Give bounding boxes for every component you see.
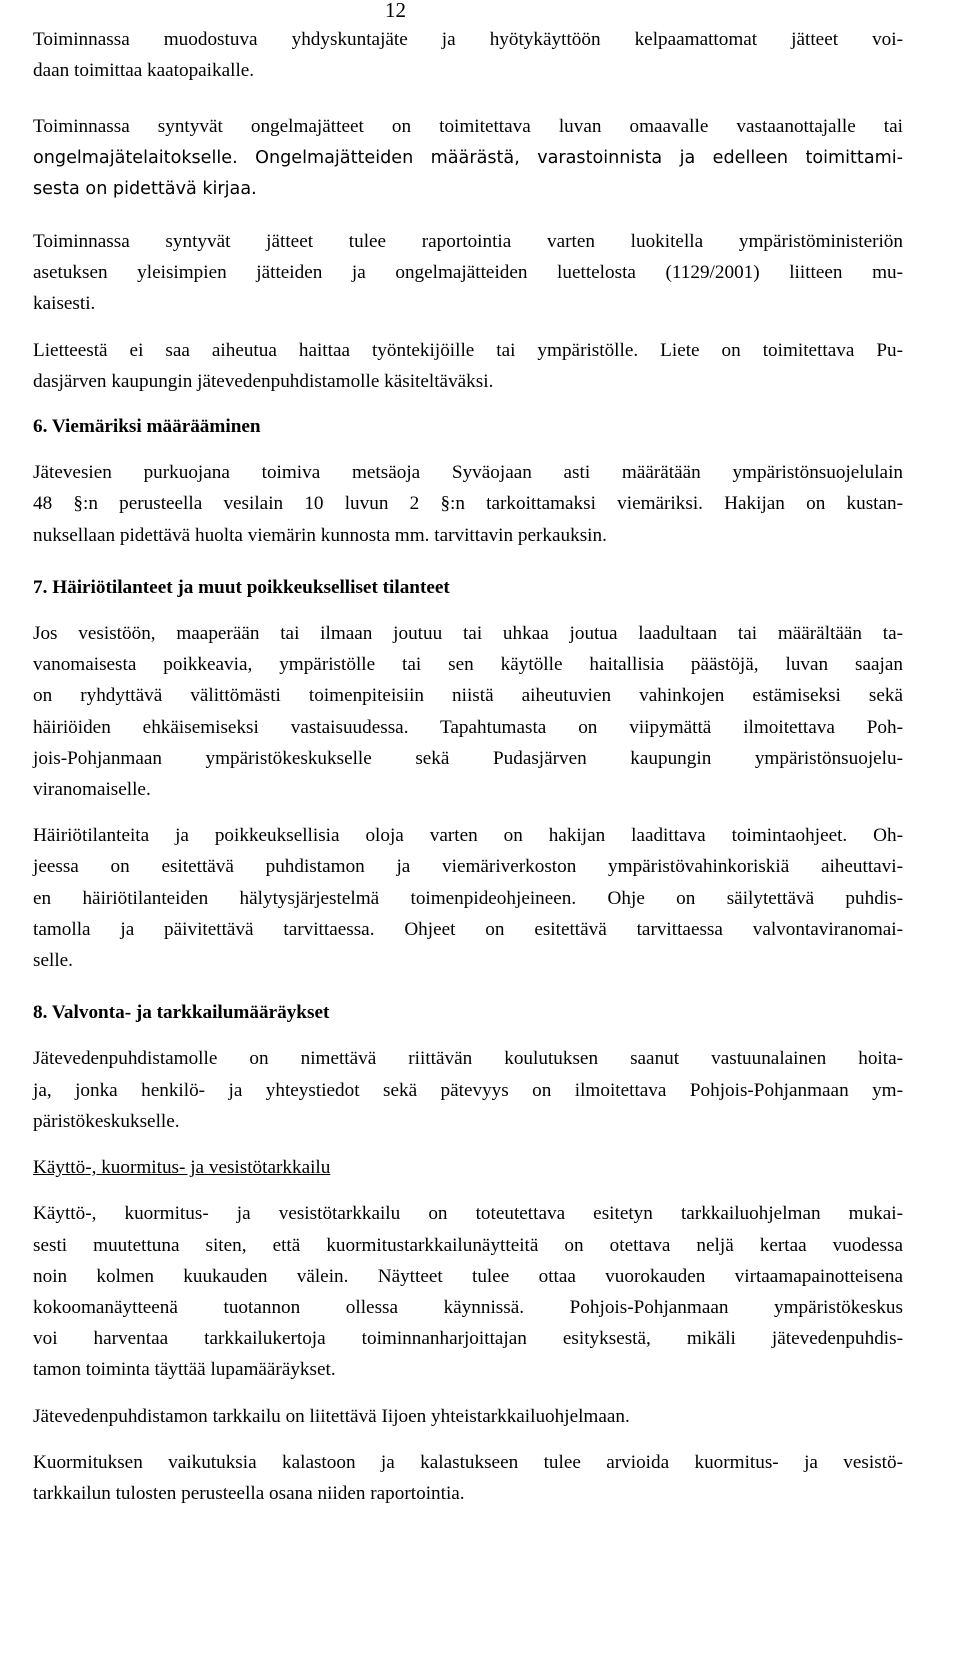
text-line: Toiminnassa syntyvät ongelmajätteet on toimitettava luvan omaavalle vastaanottajalle tai bbox=[33, 116, 903, 138]
text-line: Kuormituksen vaikutuksia kalastoon ja kalastukseen tulee arvioida kuormitus- ja vesistö- bbox=[33, 1451, 903, 1473]
text-line: kaisesti. bbox=[33, 293, 96, 315]
text-line: daan toimittaa kaatopaikalle. bbox=[33, 60, 255, 82]
paragraph-waste-classification bbox=[33, 226, 903, 320]
section-6-paragraph bbox=[33, 457, 903, 551]
text-line: en häiriötilanteiden hälytysjärjestelmä toimenpideohjeineen. Ohje on säilytettävä puhdis- bbox=[33, 887, 903, 909]
page-number: 12 bbox=[385, 0, 406, 22]
section-6-heading: 6. Viemäriksi määrääminen bbox=[33, 416, 261, 438]
section-7-paragraph-2 bbox=[33, 820, 903, 976]
document-body bbox=[33, 24, 903, 1509]
text-line: kokoomanäytteenä tuotannon ollessa käynnissä. Pohjois-Pohjanmaan ympäristökeskus bbox=[33, 1296, 903, 1318]
section-8-heading: 8. Valvonta- ja tarkkailumääräykset bbox=[33, 1002, 330, 1024]
text-line: Jätevedenpuhdistamon tarkkailu on liitettävä Iijoen yhteistarkkailuohjelmaan. bbox=[33, 1405, 630, 1427]
text-line: ongelmajätelaitokselle. Ongelmajätteiden määrästä, varastoinnista ja edelleen toimittami- bbox=[33, 147, 903, 168]
text-line: asetuksen yleisimpien jätteiden ja ongelmajätteiden luettelosta (1129/2001) liitteen mu- bbox=[33, 262, 903, 284]
text-line: dasjärven kaupungin jätevedenpuhdistamolle käsiteltäväksi. bbox=[33, 370, 494, 392]
paragraph-hazardous-waste bbox=[33, 111, 903, 205]
text-line: noin kolmen kuukauden välein. Näytteet tulee ottaa vuorokauden virtaamapainotteisena bbox=[33, 1265, 903, 1287]
text-line: jeessa on esitettävä puhdistamon ja viemäriverkoston ympäristövahinkoriskiä aiheuttavi- bbox=[33, 856, 903, 878]
text-line: tarkkailun tulosten perusteella osana niiden raportointia. bbox=[33, 1482, 465, 1504]
text-line: Häiriötilanteita ja poikkeuksellisia oloja varten on hakijan laadittava toimintaohjeet. Oh- bbox=[33, 825, 903, 847]
section-7-paragraph-1 bbox=[33, 618, 903, 805]
section-8-paragraph bbox=[33, 1043, 903, 1137]
text-line: Jätevesien purkuojana toimiva metsäoja Syväojaan asti määrätään ympäristönsuojelulain bbox=[33, 462, 903, 484]
monitoring-paragraph-3 bbox=[33, 1447, 903, 1509]
text-line: nuksellaan pidettävä huolta viemärin kunnosta mm. tarvittavin perkauksin. bbox=[33, 524, 607, 546]
text-line: tamon toiminta täyttää lupamääräykset. bbox=[33, 1359, 336, 1381]
text-line: häiriöiden ehkäisemiseksi vastaisuudessa. Tapahtumasta on viipymättä ilmoitettava Poh- bbox=[33, 716, 903, 738]
text-line: Toiminnassa muodostuva yhdyskuntajäte ja hyötykäyttöön kelpaamattomat jätteet voi- bbox=[33, 29, 903, 50]
paragraph-waste-disposal bbox=[33, 24, 903, 86]
text-line: sesta on pidettävä kirjaa. bbox=[33, 178, 257, 199]
text-line: selle. bbox=[33, 950, 73, 972]
text-line: Lietteestä ei saa aiheutua haittaa työntekijöille tai ympäristölle. Liete on toimitettava Pu- bbox=[33, 339, 903, 361]
text-line: ja, jonka henkilö- ja yhteystiedot sekä pätevyys on ilmoitettava Pohjois-Pohjanmaan ym- bbox=[33, 1079, 903, 1101]
monitoring-paragraph-1 bbox=[33, 1198, 903, 1385]
paragraph-sludge bbox=[33, 335, 903, 397]
text-line: jois-Pohjanmaan ympäristökeskukselle sekä Pudasjärven kaupungin ympäristönsuojelu- bbox=[33, 747, 903, 769]
text-line: sesti muutettuna siten, että kuormitustarkkailunäytteitä on otettava neljä kertaa vuodessa bbox=[33, 1234, 903, 1256]
text-line: Jos vesistöön, maaperään tai ilmaan joutuu tai uhkaa joutua laadultaan tai määrältään ta- bbox=[33, 623, 903, 645]
section-7-heading: 7. Häiriötilanteet ja muut poikkeukselliset tilanteet bbox=[33, 576, 450, 598]
text-line: vanomaisesta poikkeavia, ympäristölle tai sen käytölle haitallisia päästöjä, luvan saajan bbox=[33, 654, 903, 676]
text-line: voi harventaa tarkkailukertoja toiminnanharjoittajan esityksestä, mikäli jätevedenpuhdis- bbox=[33, 1328, 903, 1350]
text-line: tamolla ja päivitettävä tarvittaessa. Ohjeet on esitettävä tarvittaessa valvontaviranomai- bbox=[33, 918, 903, 940]
text-line: Toiminnassa syntyvät jätteet tulee raportointia varten luokitella ympäristöministeriön bbox=[33, 231, 903, 253]
subheading-monitoring: Käyttö-, kuormitus- ja vesistötarkkailu bbox=[33, 1157, 331, 1179]
text-line: Käyttö-, kuormitus- ja vesistötarkkailu on toteutettava esitetyn tarkkailuohjelman mukai- bbox=[33, 1203, 903, 1225]
text-line: päristökeskukselle. bbox=[33, 1110, 180, 1132]
text-line: 48 §:n perusteella vesilain 10 luvun 2 §:n tarkoittamaksi viemäriksi. Hakijan on kustan- bbox=[33, 493, 903, 515]
text-line: Jätevedenpuhdistamolle on nimettävä riittävän koulutuksen saanut vastuunalainen hoita- bbox=[33, 1048, 903, 1070]
text-line: on ryhdyttävä välittömästi toimenpiteisiin niistä aiheutuvien vahinkojen estämiseksi sekä bbox=[33, 685, 903, 707]
text-line: viranomaiselle. bbox=[33, 779, 151, 801]
monitoring-paragraph-2 bbox=[33, 1401, 903, 1432]
